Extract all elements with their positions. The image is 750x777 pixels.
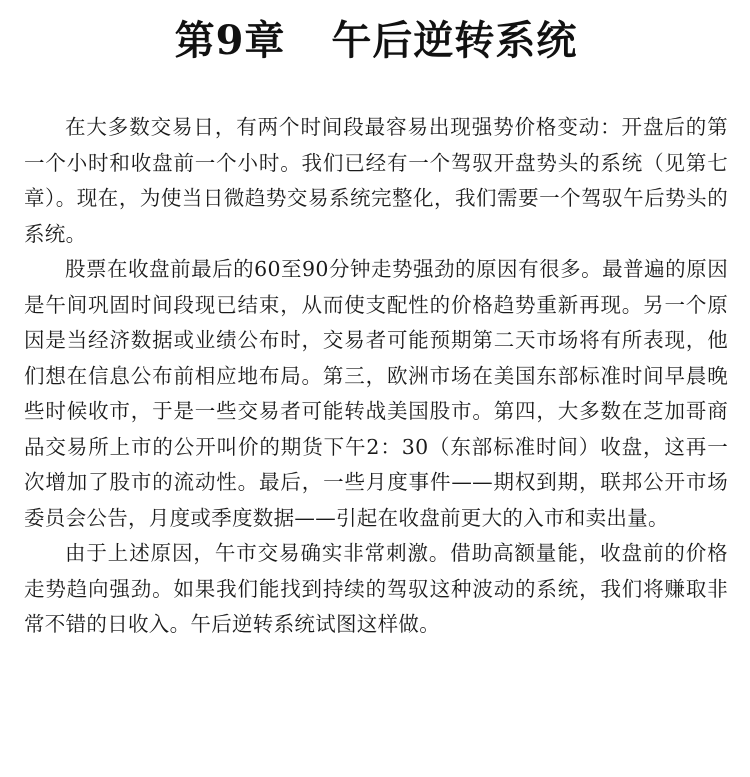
chapter-number: 第9章 — [174, 16, 286, 64]
chapter-name: 午后逆转系统 — [331, 16, 578, 64]
paragraph-1: 在大多数交易日，有两个时间段最容易出现强势价格变动：开盘后的第一个小时和收盘前一个小时。我们已经有一个驾驭开盘势头的系统（见第七章）。现在，为使当日微趋势交易系统完整化，我们需要一个驾驭午后势头的系统。 — [24, 115, 728, 246]
chapter-title — [24, 0, 728, 66]
paragraph-2: 股票在收盘前最后的60至90分钟走势强劲的原因有很多。最普遍的原因是午间巩固时间段现已结束，从而使支配性的价格趋势重新再现。另一个原因是当经济数据或业绩公布时，交易者可能预期第二天市场将有所表现，他们想在信息公布前相应地布局。第三，欧洲市场在美国东部标准时间早晨晚些时候收市，于是一些交易者可能转战美国股市。第四，大多数在芝加哥商品交易所上市的公开叫价的期货下午2：30（东部标准时间）收盘，这再一次增加了股市的流动性。最后，一些月度事件——期权到期，联邦公开市场委员会公告，月度或季度数据——引起在收盘前更大的入市和卖出量。 — [24, 257, 728, 530]
chapter-body — [24, 110, 728, 643]
paragraph-3: 由于上述原因，午市交易确实非常刺激。借助高额量能，收盘前的价格走势趋向强劲。如果我们能找到持续的驾驭这种波动的系统，我们将赚取非常不错的日收入。午后逆转系统试图这样做。 — [24, 541, 728, 636]
